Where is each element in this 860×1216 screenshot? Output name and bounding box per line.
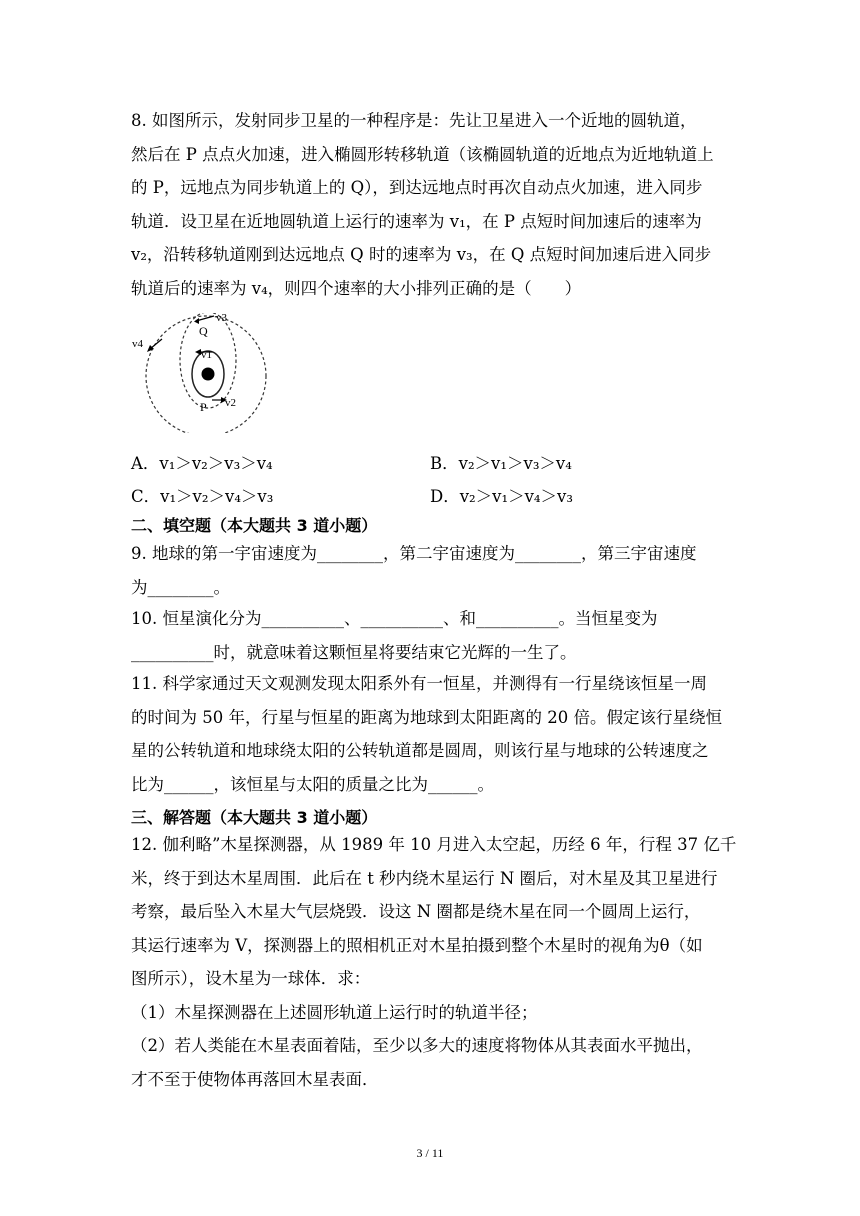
q11-line: 11. 科学家通过天文观测发现太阳系外有一恒星，并测得有一行星绕该恒星一周 [131,674,707,693]
p-label: P [200,400,207,414]
q11-line: 的时间为 50 年，行星与恒星的距离为地球到太阳距离的 20 倍。假定该行星绕恒 [131,707,722,727]
earth-dot [202,368,215,381]
q12-line: （2）若人类能在木星表面着陆，至少以多大的速度将物体从其表面水平抛出， [131,1036,703,1055]
q9-line: 为________。 [131,577,230,597]
q8-line: 然后在 P 点点火加速，进入椭圆形转移轨道（该椭圆轨道的近地点为近地轨道上 [131,144,714,164]
v3-label: v3 [216,313,227,324]
question-12 [131,828,737,1096]
q-label: Q [199,324,208,338]
q10-line: 10. 恒星演化分为__________、__________、和__________。当恒星变为 [131,609,658,628]
v4-label: v4 [132,338,143,350]
v2-label: v2 [225,397,236,409]
orbit-diagram [128,313,278,433]
question-8 [131,104,731,305]
q12-line: （1）木星探测器在上述圆形轨道上运行时的轨道半径； [131,1002,538,1022]
question-11 [131,667,731,801]
q11-line: 星的公转轨道和地球绕太阳的公转轨道都是圆周，则该行星与地球的公转速度之 [131,741,709,760]
section-2-title: 二、填空题（本大题共 3 道小题） [131,516,378,535]
option-b: B．v₂＞v₁＞v₃＞v₄ [430,454,572,473]
q9-line: 9. 地球的第一宇宙速度为________，第二宇宙速度为________，第三宇宙速度 [131,544,697,563]
option-d: D．v₂＞v₁＞v₄＞v₃ [430,487,573,506]
q8-line: 轨道．设卫星在近地圆轨道上运行的速率为 v₁，在 P 点短时间加速后的速率为 [131,211,702,231]
q12-line: 图所示），设木星为一球体．求： [131,969,371,988]
question-10 [131,602,731,669]
q8-line: 的 P，远地点为同步轨道上的 Q），到达远地点时再次自动点火加速，进入同步 [131,178,703,197]
q12-line: 12. 伽利略”木星探测器，从 1989 年 10 月进入太空起，历经 6 年，行程 37 亿千 [131,835,737,854]
q12-line: 其运行速率为 V，探测器上的照相机正对木星拍摄到整个木星时的视角为θ（如 [131,935,703,955]
option-a: A．v₁＞v₂＞v₃＞v₄ [131,454,273,473]
q8-line: v₂，沿转移轨道刚到达远地点 Q 时的速率为 v₃，在 Q 点短时间加速后进入同步 [131,245,712,264]
q12-line: 米，终于到达木星周围．此后在 t 秒内绕木星运行 N 圈后，对木星及其卫星进行 [131,868,718,888]
page-number: 3 / 11 [416,1146,444,1160]
section-3-title: 三、解答题（本大题共 3 道小题） [131,808,378,827]
q8-line: 8. 如图所示，发射同步卫星的一种程序是：先让卫星进入一个近地的圆轨道， [131,111,697,130]
q12-line: 考察，最后坠入木星大气层烧毁．设这 N 圈都是绕木星在同一个圆周上运行， [131,902,701,921]
q8-line: 轨道后的速率为 v₄，则四个速率的大小排列正确的是（ ） [131,278,582,298]
question-9 [131,537,731,604]
q12-line: 才不至于使物体再落回木星表面． [131,1069,379,1089]
v1-label: v1 [201,349,212,361]
option-c: C．v₁＞v₂＞v₄＞v₃ [131,487,274,506]
q11-line: 比为______，该恒星与太阳的质量之比为______。 [131,774,494,794]
q10-line: __________时，就意味着这颗恒星将要结束它光辉的一生了。 [131,642,577,662]
